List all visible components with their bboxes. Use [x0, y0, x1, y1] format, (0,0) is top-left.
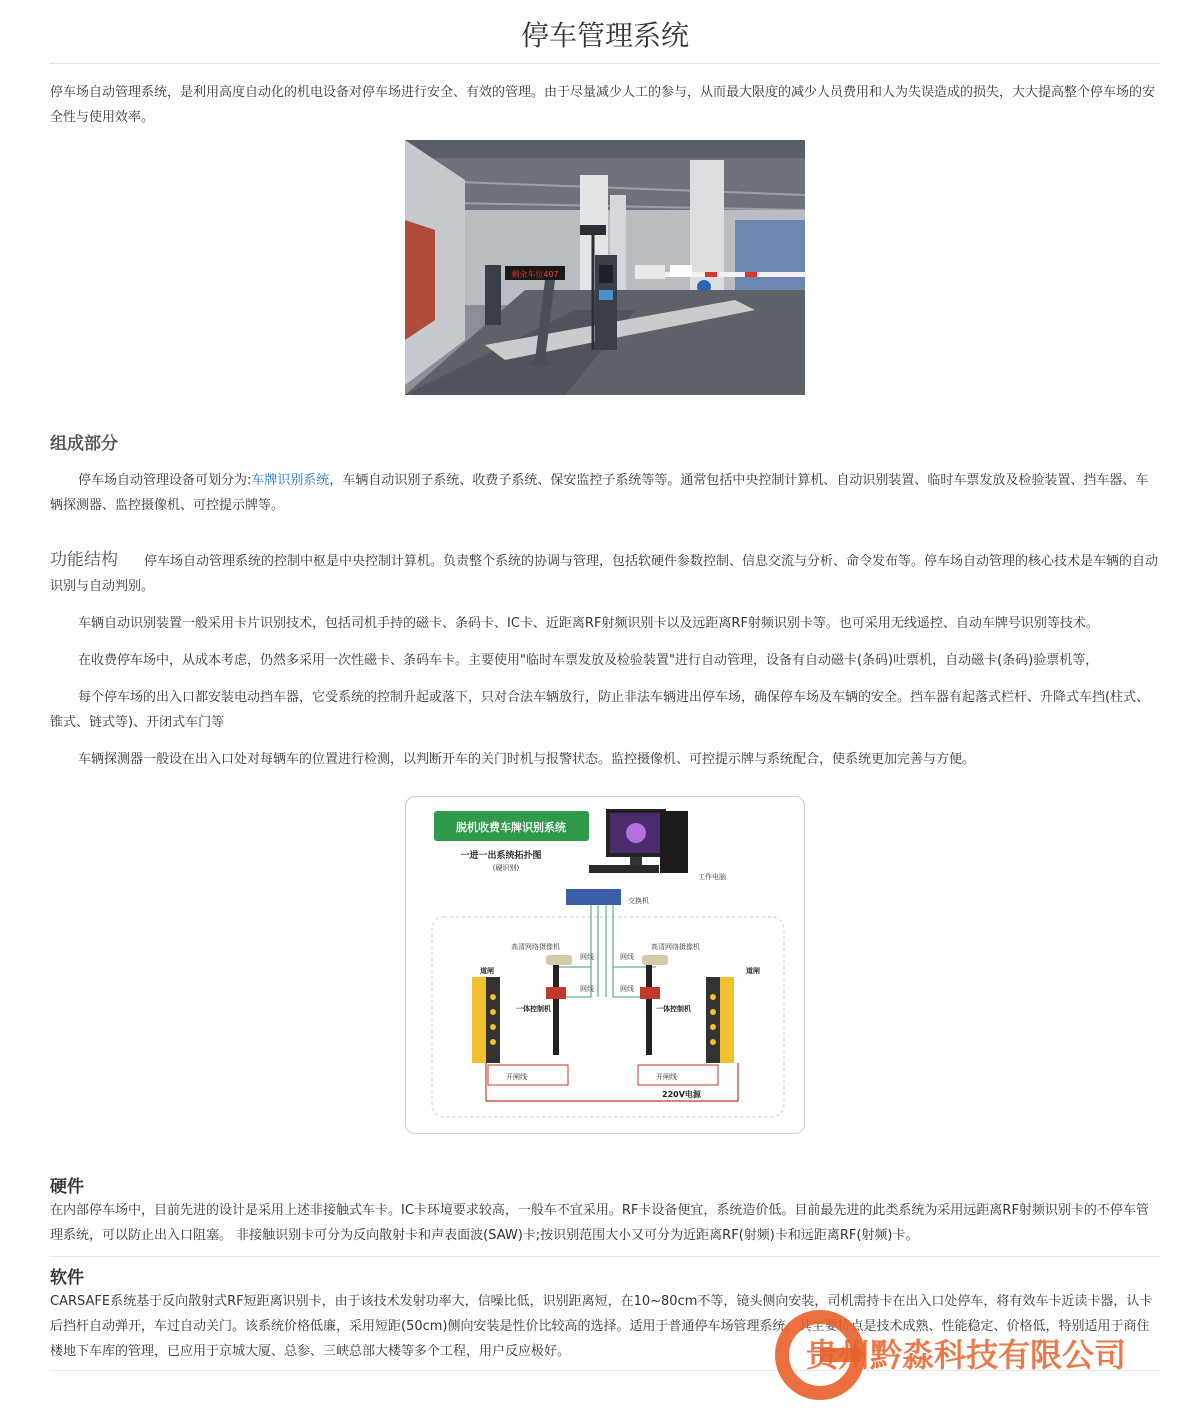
camera-left-icon	[546, 955, 572, 965]
software-heading: 软件	[50, 1268, 84, 1288]
intro-paragraph: 停车场自动管理系统，是利用高度自动化的机电设备对停车场进行安全、有效的管理。由于尽量减少人工的参与，从而最大限度的减少人员费用和人为失误造成的损失，大大提高整个停车场的安全性与使用效率。	[50, 85, 1156, 125]
article	[50, 0, 1160, 1371]
gate-left-icon	[472, 977, 500, 1063]
pc-label: 工作电脑	[698, 873, 726, 881]
camera-label-left: 高清网络摄像机	[511, 943, 560, 951]
net-label-2: 网线	[620, 953, 634, 961]
switch-label: 交换机	[628, 897, 649, 905]
diagram-banner: 脱机收费车牌识别系统	[456, 821, 566, 834]
function-paragraph-2: 车辆自动识别装置一般采用卡片识别技术，包括司机手持的磁卡、条码卡、IC卡、近距离RF射频识别卡以及远距离RF射频识别卡等。也可采用无线遥控、自动车牌号识别等技术。	[78, 616, 1099, 631]
computer-icon	[589, 809, 688, 873]
camera-label-right: 高清网络摄像机	[651, 943, 700, 951]
company-watermark	[760, 1300, 1188, 1410]
function-heading: 功能结构	[50, 550, 118, 570]
topology-diagram	[405, 796, 805, 1134]
led-sign-text: 剩余车位407	[511, 270, 559, 279]
diagram-subtitle: 一进一出系统拓扑图	[460, 851, 542, 861]
gate-label-left: 道闸	[480, 967, 494, 975]
function-paragraph-1	[50, 548, 1160, 599]
hardware-heading: 硬件	[50, 1177, 84, 1197]
function-text-1: 停车场自动管理系统的控制中枢是中央控制计算机。负责整个系统的协调与管理，包括软硬件参数控制、信息交流与分析、命令发布等。停车场自动管理的核心技术是车辆的自动识别与自动判别。	[50, 554, 1159, 594]
function-paragraph-5: 车辆探测器一般设在出入口处对每辆车的位置进行检测，以判断开车的关门时机与报警状态。监控摄像机、可控提示牌与系统配合，使系统更加完善与方便。	[78, 752, 976, 767]
loop-label-left: 开闸线	[506, 1073, 527, 1081]
software-paragraph: CARSAFE系统基于反向散射式RF短距离识别卡，由于该技术发射功率大，信噪比低，识别距离短，在10~80cm不等，镜头侧向安装，司机需持卡在出入口处停车，将有效车卡近读卡器，认卡后挡杆自动弹开，车过自动关门。该系统价格低廉，采用短距(50cm)侧向安装是性价比较高的选择。适用于普通停车场管理系统，其主要特点是技术成熟、性能稳定、价格低，特别适用于商住楼地下车库的管理，已应用于京城大厦、总参、三峡总部大楼等多个工程，用户反应极好。	[50, 1289, 1160, 1371]
diagram-subtitle2: (硬识别)	[492, 864, 520, 872]
composition-heading: 组成部分	[50, 434, 118, 454]
gate-right-icon	[706, 977, 734, 1063]
power-label: 220V电源	[662, 1090, 701, 1099]
switch-icon	[566, 889, 621, 905]
composition-suffix: ，车辆自动识别子系统、收费子系统、保安监控子系统等等。通常包括中央控制计算机、自动识别装置、临时车票发放及检验装置、挡车器、车辆探测器、监控摄像机、可控提示牌等。	[50, 473, 1149, 513]
parking-lot-photo	[405, 140, 805, 395]
watermark-logo-icon	[760, 1300, 1188, 1410]
gate-label-right: 道闸	[746, 967, 760, 975]
page-title: 停车管理系统	[50, 0, 1160, 64]
camera-right-icon	[642, 955, 668, 965]
net-label-4: 网线	[620, 985, 634, 993]
composition-paragraph	[50, 468, 1160, 518]
parking-photo-illustration	[405, 140, 805, 395]
function-paragraph-3: 在收费停车场中，从成本考虑，仍然多采用一次性磁卡、条码车卡。主要使用"临时车票发放及检验装置"进行自动管理，设备有自动磁卡(条码)吐票机，自动磁卡(条码)验票机等，	[78, 653, 1099, 668]
plate-recognition-link[interactable]: 车牌识别系统	[251, 473, 330, 488]
composition-prefix: 停车场自动管理设备可划分为:	[78, 473, 252, 488]
hardware-paragraph: 在内部停车场中，目前先进的设计是采用上述非接触式车卡。IC卡环境要求较高，一般车不宜采用。RF卡设备便宜，系统造价低。目前最先进的此类系统为采用远距离RF射频识别卡的不停车管理系统，可以防止出入口阻塞。 非接触识别卡可分为反向散射卡和声表面波(SAW)卡;按识别范围大小又可分为近距离RF(射频)卡和远距离RF(射频)卡。	[50, 1198, 1160, 1257]
net-label-1: 网线	[580, 953, 594, 961]
ctrl-label-left: 一体控制机	[516, 1005, 551, 1013]
function-paragraph-4: 每个停车场的出入口都安装电动挡车器，它受系统的控制升起或落下，只对合法车辆放行，防止非法车辆进出停车场，确保停车场及车辆的安全。挡车器有起落式栏杆、升降式车挡(柱式、锥式、链式等)、开闭式车门等	[50, 690, 1150, 730]
topology-diagram-svg	[406, 797, 805, 1134]
ctrl-label-right: 一体控制机	[656, 1005, 691, 1013]
watermark-text: 贵州黔淼科技有限公司	[806, 1336, 1127, 1374]
net-label-3: 网线	[580, 985, 594, 993]
loop-label-right: 开闸线	[656, 1073, 677, 1081]
